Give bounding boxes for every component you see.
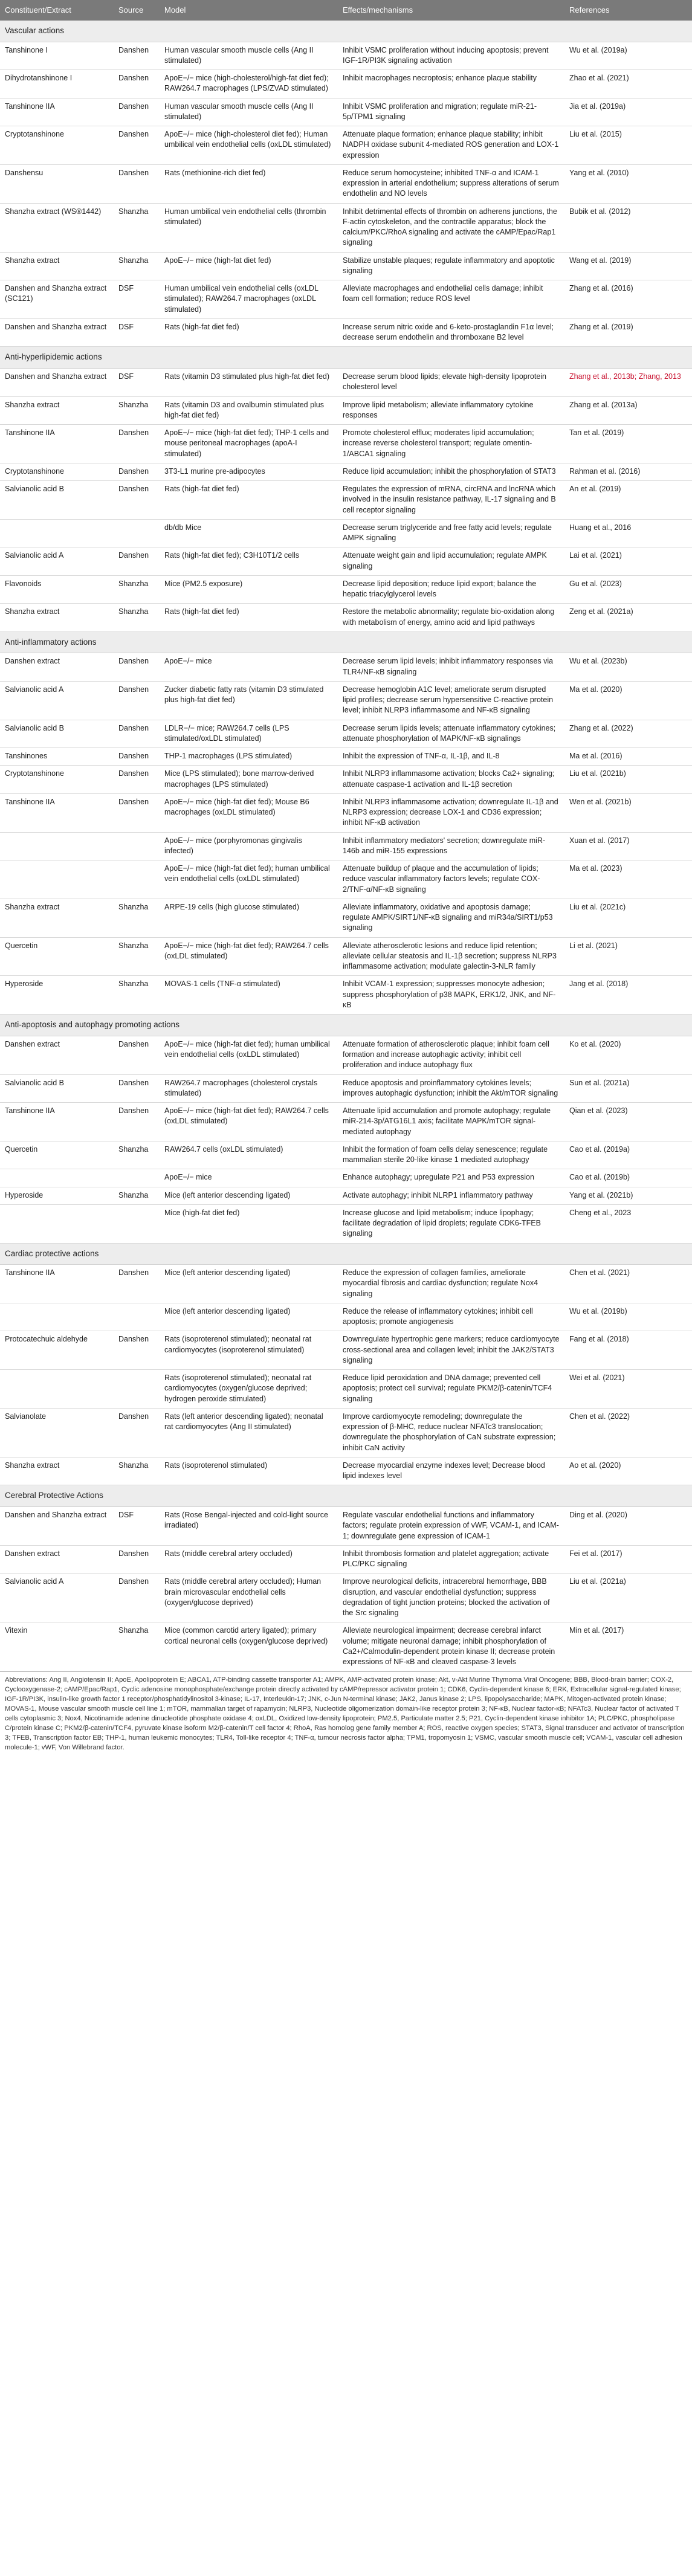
cell-constituent: Tanshinone I <box>0 42 114 70</box>
cell-source <box>114 1204 160 1243</box>
cell-effects: Attenuate buildup of plaque and the accumulation of lipids; reduce vascular inflammatory factors levels; regulate COX-2/TNF-α/NF-κB signaling <box>338 860 564 899</box>
cell-constituent: Shanzha extract <box>0 396 114 425</box>
section-title: Anti-apoptosis and autophagy promoting actions <box>0 1015 692 1036</box>
table-row <box>0 748 692 766</box>
cell-effects: Inhibit VSMC proliferation and migration; regulate miR-21-5p/TPM1 signaling <box>338 98 564 126</box>
cell-effects: Reduce lipid peroxidation and DNA damage; prevented cell apoptosis; protect cell survival; regulate PKM2/β-catenin/TCF4 signaling <box>338 1370 564 1409</box>
cell-effects: Improve lipid metabolism; alleviate inflammatory cytokine responses <box>338 396 564 425</box>
table-row <box>0 1507 692 1546</box>
cell-reference: Liu et al. (2015) <box>564 126 692 165</box>
header-model: Model <box>160 0 338 21</box>
cell-source <box>114 1370 160 1409</box>
cell-model: Rats (high-fat diet fed) <box>160 604 338 632</box>
cell-constituent: Danshensu <box>0 164 114 203</box>
table-row <box>0 1074 692 1103</box>
table-row <box>0 481 692 520</box>
cell-source: Danshen <box>114 1103 160 1141</box>
cell-effects: Inhibit the formation of foam cells delay senescence; regulate mammalian sterile 20-like kinase 1 mediated autophagy <box>338 1141 564 1169</box>
cell-source: Shanzha <box>114 203 160 252</box>
cell-source: DSF <box>114 318 160 347</box>
cell-source: Danshen <box>114 766 160 794</box>
cell-model: Rats (high-fat diet fed) <box>160 481 338 520</box>
cell-reference: Qian et al. (2023) <box>564 1103 692 1141</box>
cell-source: Shanzha <box>114 575 160 604</box>
cell-source: Danshen <box>114 1545 160 1574</box>
cell-model: Human vascular smooth muscle cells (Ang II stimulated) <box>160 98 338 126</box>
cell-model: Rats (middle cerebral artery occluded) <box>160 1545 338 1574</box>
cell-source: Danshen <box>114 1574 160 1622</box>
cell-source <box>114 519 160 547</box>
cell-model: ApoE−/− mice (high-fat diet fed); human umbilical vein endothelial cells (oxLDL stimulated) <box>160 1036 338 1074</box>
cell-reference: An et al. (2019) <box>564 481 692 520</box>
table-row <box>0 1545 692 1574</box>
cell-reference: Huang et al., 2016 <box>564 519 692 547</box>
cell-model: Rats (vitamin D3 and ovalbumin stimulated plus high-fat diet fed) <box>160 396 338 425</box>
cell-effects: Increase serum nitric oxide and 6-keto-prostaglandin F1α level; decrease serum endothelin and thromboxane B2 level <box>338 318 564 347</box>
table-row <box>0 681 692 720</box>
cell-source: Shanzha <box>114 1457 160 1485</box>
cell-model: ApoE−/− mice <box>160 1169 338 1187</box>
cell-constituent: Shanzha extract <box>0 252 114 280</box>
table-row <box>0 318 692 347</box>
cell-source: DSF <box>114 369 160 397</box>
table-row <box>0 547 692 576</box>
table-row <box>0 70 692 98</box>
cell-reference: Zhang et al. (2016) <box>564 280 692 319</box>
cell-constituent: Danshen extract <box>0 1036 114 1074</box>
cell-effects: Decrease serum triglyceride and free fatty acid levels; regulate AMPK signaling <box>338 519 564 547</box>
cell-constituent: Danshen extract <box>0 653 114 682</box>
table-row <box>0 976 692 1015</box>
cell-reference: Ma et al. (2023) <box>564 860 692 899</box>
cell-reference: Li et al. (2021) <box>564 937 692 976</box>
cell-source <box>114 1169 160 1187</box>
cell-source: Shanzha <box>114 1141 160 1169</box>
cell-model: Mice (left anterior descending ligated) <box>160 1265 338 1303</box>
table-row <box>0 126 692 165</box>
cell-reference: Ding et al. (2020) <box>564 1507 692 1546</box>
cell-constituent <box>0 519 114 547</box>
section-row <box>0 1015 692 1036</box>
section-title: Cerebral Protective Actions <box>0 1485 692 1507</box>
cell-model: ApoE−/− mice (high-fat diet fed); RAW264.7 cells (oxLDL stimulated) <box>160 1103 338 1141</box>
cell-constituent: Danshen and Shanzha extract <box>0 369 114 397</box>
cell-constituent: Shanzha extract <box>0 1457 114 1485</box>
section-title: Anti-hyperlipidemic actions <box>0 347 692 369</box>
cell-model: Rats (vitamin D3 stimulated plus high-fat diet fed) <box>160 369 338 397</box>
cell-constituent <box>0 1303 114 1331</box>
cell-effects: Decrease lipid deposition; reduce lipid export; balance the hepatic triacylglycerol levels <box>338 575 564 604</box>
cell-constituent: Dihydrotanshinone I <box>0 70 114 98</box>
table-row <box>0 1103 692 1141</box>
cell-effects: Alleviate neurological impairment; decrease cerebral infarct volume; mitigate neuronal damage; inhibit phosphorylation of Ca2+/Calmodulin-dependent protein kinase II; decrease protein expressions of NF-κB and cleaved caspase-3 levels <box>338 1622 564 1671</box>
table-row <box>0 832 692 860</box>
table-row <box>0 519 692 547</box>
cell-source: Danshen <box>114 653 160 682</box>
cell-reference: Fei et al. (2017) <box>564 1545 692 1574</box>
cell-reference: Xuan et al. (2017) <box>564 832 692 860</box>
table-row <box>0 1574 692 1622</box>
cell-source: Shanzha <box>114 604 160 632</box>
cell-source: Danshen <box>114 1265 160 1303</box>
cell-model: Mice (common carotid artery ligated); primary cortical neuronal cells (oxygen/glucose deprived) <box>160 1622 338 1671</box>
cell-source: Shanzha <box>114 899 160 937</box>
cell-effects: Reduce apoptosis and proinflammatory cytokines levels; improves autophagic dysfunction; inhibit the Akt/mTOR signaling <box>338 1074 564 1103</box>
cell-effects: Attenuate weight gain and lipid accumulation; regulate AMPK signaling <box>338 547 564 576</box>
cell-reference: Zhang et al. (2019) <box>564 318 692 347</box>
cell-constituent: Salvianolic acid B <box>0 720 114 748</box>
table-row <box>0 164 692 203</box>
cell-source <box>114 1303 160 1331</box>
cell-effects: Enhance autophagy; upregulate P21 and P53 expression <box>338 1169 564 1187</box>
cell-effects: Inhibit detrimental effects of thrombin on adherens junctions, the F-actin cytoskeleton, and the contractile apparatus; block the calcium/PKC/RhoA signaling and activate the cAMP/Epac/Rap1 signaling <box>338 203 564 252</box>
cell-constituent: Shanzha extract (WS®1442) <box>0 203 114 252</box>
cell-model: ApoE−/− mice (high-fat diet fed) <box>160 252 338 280</box>
section-title: Cardiac protective actions <box>0 1243 692 1265</box>
cell-model: ApoE−/− mice (high-fat diet fed); THP-1 cells and mouse peritoneal macrophages (apoA-I stimulated) <box>160 425 338 463</box>
cell-source: Danshen <box>114 126 160 165</box>
cell-reference: Zeng et al. (2021a) <box>564 604 692 632</box>
cell-model: Zucker diabetic fatty rats (vitamin D3 stimulated plus high-fat diet fed) <box>160 681 338 720</box>
cell-reference: Liu et al. (2021b) <box>564 766 692 794</box>
cell-model: ARPE-19 cells (high glucose stimulated) <box>160 899 338 937</box>
cell-source: Shanzha <box>114 1187 160 1204</box>
cell-constituent: Tanshinone IIA <box>0 1265 114 1303</box>
cell-effects: Regulates the expression of mRNA, circRNA and lncRNA which involved in the insulin resistance pathway, IL-17 signaling and B cell receptor signaling <box>338 481 564 520</box>
cell-reference: Yang et al. (2021b) <box>564 1187 692 1204</box>
cell-effects: Inhibit NLRP3 inflammasome activation; blocks Ca2+ signaling; attenuate caspase-1 activation and IL-1β secretion <box>338 766 564 794</box>
cell-constituent <box>0 860 114 899</box>
cell-constituent: Salvianolic acid B <box>0 1074 114 1103</box>
cell-constituent: Hyperoside <box>0 1187 114 1204</box>
cell-source: Danshen <box>114 681 160 720</box>
cell-model: ApoE−/− mice (high-fat diet fed); RAW264.7 cells (oxLDL stimulated) <box>160 937 338 976</box>
cell-effects: Reduce the expression of collagen families, ameliorate myocardial fibrosis and cardiac dysfunction; regulate Nox4 signaling <box>338 1265 564 1303</box>
cell-constituent: Protocatechuic aldehyde <box>0 1331 114 1370</box>
table-row <box>0 1370 692 1409</box>
cell-effects: Attenuate lipid accumulation and promote autophagy; regulate miR-214-3p/ATG16L1 axis; facilitate MAPK/mTOR signal-mediated autophagy <box>338 1103 564 1141</box>
cell-constituent: Salvianolate <box>0 1408 114 1457</box>
cell-effects: Inhibit NLRP3 inflammasome activation; downregulate IL-1β and NLRP3 expression; decrease LOX-1 and CD36 expression; inhibit NF-κB activation <box>338 793 564 832</box>
table-row <box>0 604 692 632</box>
cell-source: Shanzha <box>114 937 160 976</box>
cell-constituent: Salvianolic acid A <box>0 681 114 720</box>
cell-reference: Rahman et al. (2016) <box>564 463 692 480</box>
cell-model: Rats (Rose Bengal-injected and cold-light source irradiated) <box>160 1507 338 1546</box>
cell-reference: Wu et al. (2023b) <box>564 653 692 682</box>
cell-source: Danshen <box>114 70 160 98</box>
cell-source: Danshen <box>114 720 160 748</box>
cell-effects: Regulate vascular endothelial functions and inflammatory factors; regulate protein expression of vWF, VCAM-1, and ICAM-1; downregulate gene expression of ICAM-1 <box>338 1507 564 1546</box>
section-row <box>0 21 692 42</box>
table-row <box>0 575 692 604</box>
table-row <box>0 860 692 899</box>
table-row <box>0 98 692 126</box>
cell-model: MOVAS-1 cells (TNF-α stimulated) <box>160 976 338 1015</box>
cell-source: DSF <box>114 1507 160 1546</box>
table-row <box>0 899 692 937</box>
table-row <box>0 1331 692 1370</box>
table-row <box>0 1141 692 1169</box>
cell-model: Rats (left anterior descending ligated); neonatal rat cardiomyocytes (Ang II stimulated) <box>160 1408 338 1457</box>
cell-constituent: Quercetin <box>0 1141 114 1169</box>
section-title: Anti-inflammatory actions <box>0 631 692 653</box>
table-header-row <box>0 0 692 21</box>
cell-model: Rats (methionine-rich diet fed) <box>160 164 338 203</box>
cell-constituent: Tanshinone IIA <box>0 98 114 126</box>
table-body <box>0 21 692 1671</box>
cell-source: Danshen <box>114 748 160 766</box>
cell-model: ApoE−/− mice (high-fat diet fed); human umbilical vein endothelial cells (oxLDL stimulated) <box>160 860 338 899</box>
cell-reference: Jang et al. (2018) <box>564 976 692 1015</box>
table-row <box>0 463 692 480</box>
cell-effects: Stabilize unstable plaques; regulate inflammatory and apoptotic signaling <box>338 252 564 280</box>
cell-model: Mice (LPS stimulated); bone marrow-derived macrophages (LPS stimulated) <box>160 766 338 794</box>
cell-reference: Gu et al. (2023) <box>564 575 692 604</box>
cell-effects: Decrease hemoglobin A1C level; ameliorate serum disrupted lipid profiles; decrease serum hypersensitive C-reactive protein level; inhibit NLRP3 inflammasome and NF-κB signaling <box>338 681 564 720</box>
header-effects: Effects/mechanisms <box>338 0 564 21</box>
cell-model: 3T3-L1 murine pre-adipocytes <box>160 463 338 480</box>
cell-reference: Bubik et al. (2012) <box>564 203 692 252</box>
cell-effects: Reduce the release of inflammatory cytokines; inhibit cell apoptosis; promote angiogenesis <box>338 1303 564 1331</box>
cell-model: Rats (high-fat diet fed); C3H10T1/2 cells <box>160 547 338 576</box>
cell-effects: Alleviate inflammatory, oxidative and apoptosis damage; regulate AMPK/SIRT1/NF-κB signaling and miR34a/SIRT1/p53 signaling <box>338 899 564 937</box>
cell-constituent: Salvianolic acid B <box>0 481 114 520</box>
abbreviations-footnote: Abbreviations: Ang II, Angiotensin II; ApoE, Apolipoprotein E; ABCA1, ATP-binding cassette transporter A1; AMPK, AMP-activated protein kinase; Akt, v-Akt Murine Thymoma Viral Oncogene; BBB, Blood-brain barrier; COX-2, Cyclooxygenase-2; cAMP/Epac/Rap1, Cyclic adenosine monophosphate/exchange protein directly activated by cAMP/repressor activator protein 1; CDK6, Cyclin-dependent kinase 6; ERK, Extracellular signal-regulated kinase; IGF-1R/PI3K, insulin-like growth factor 1 receptor/phosphatidylinositol 3-kinase; IL-17, Interleukin-17; JNK, c-Jun N-terminal kinase; JAK2, Janus kinase 2; LPS, lipopolysaccharide; MAPK, Mitogen-activated protein kinase; MOVAS-1, Mouse vascular smooth muscle cell line 1; mTOR, mammalian target of rapamycin; NLRP3, Nucleotide oligomerization domain-like receptor protein 3; NF-κB, Nuclear factor-κB; NFATc3, Nuclear factor of activated T cells cytoplasmic 3; Nox4, Nicotinamide adenine dinucleotide phosphate oxidase 4; oxLDL, Oxidized low-density lipoprotein; PM2.5, Particulate matter 2.5; P21, Cyclin-dependent kinase inhibitor 1A; PLC/PKC, phospholipase C/protein kinase C; PKM2/β-catenin/TCF4, pyruvate kinase isoform M2/β-catenin/T cell factor 4; RhoA, Ras homolog gene family member A; ROS, reactive oxygen species; STAT3, Signal transducer and activator of transcription 3; TFEB, Transcription factor EB; THP-1, human leukemic monocytes; TLR4, Toll-like receptor 4; TNF-α, tumour necrosis factor alpha; TPM1, tropomyosin 1; VSMC, vascular smooth muscle cell; VCAM-1, vascular cell adhesion molecule-1; vWF, Von Willebrand factor. <box>0 1671 692 1756</box>
cell-source: Shanzha <box>114 976 160 1015</box>
cell-effects: Improve cardiomyocyte remodeling; downregulate the expression of β-MHC, reduce nuclear NFATc3 translocation; downregulate the phosphorylation of CaN substrate expression; inhibit CaN activity <box>338 1408 564 1457</box>
table-row <box>0 1036 692 1074</box>
cell-effects: Decrease serum lipid levels; inhibit inflammatory responses via TLR4/NF-κB signaling <box>338 653 564 682</box>
cell-reference: Liu et al. (2021c) <box>564 899 692 937</box>
table-row <box>0 369 692 397</box>
cell-constituent: Flavonoids <box>0 575 114 604</box>
cell-reference: Cheng et al., 2023 <box>564 1204 692 1243</box>
cell-model: LDLR−/− mice; RAW264.7 cells (LPS stimulated/oxLDL stimulated) <box>160 720 338 748</box>
cell-effects: Inhibit thrombosis formation and platelet aggregation; activate PLC/PKC signaling <box>338 1545 564 1574</box>
cell-effects: Activate autophagy; inhibit NLRP1 inflammatory pathway <box>338 1187 564 1204</box>
cell-constituent <box>0 1204 114 1243</box>
cell-source: Danshen <box>114 793 160 832</box>
cell-source: Danshen <box>114 547 160 576</box>
cell-effects: Alleviate atherosclerotic lesions and reduce lipid retention; alleviate cellular steatosis and IL-1β secretion; suppress NLRP3 inflammasome activation; modulate galectin-3-NLR family <box>338 937 564 976</box>
cell-model: Human umbilical vein endothelial cells (thrombin stimulated) <box>160 203 338 252</box>
cell-effects: Decrease serum lipids levels; attenuate inflammatory cytokines; attenuate phosphorylation of MAPK/NF-κB signalings <box>338 720 564 748</box>
cell-source <box>114 832 160 860</box>
cell-reference: Jia et al. (2019a) <box>564 98 692 126</box>
cell-reference: Wei et al. (2021) <box>564 1370 692 1409</box>
cell-source: Shanzha <box>114 396 160 425</box>
cell-reference: Min et al. (2017) <box>564 1622 692 1671</box>
cell-reference: Zhang et al. (2022) <box>564 720 692 748</box>
cell-reference: Wu et al. (2019a) <box>564 42 692 70</box>
cell-constituent: Quercetin <box>0 937 114 976</box>
cell-model: ApoE−/− mice (high-fat diet fed); Mouse B6 macrophages (oxLDL stimulated) <box>160 793 338 832</box>
table-row <box>0 1622 692 1671</box>
cell-effects: Increase glucose and lipid metabolism; induce lipophagy; facilitate degradation of lipid droplets; regulate CDK6-TFEB signaling <box>338 1204 564 1243</box>
cell-reference: Chen et al. (2022) <box>564 1408 692 1457</box>
table-row <box>0 653 692 682</box>
cell-constituent: Hyperoside <box>0 976 114 1015</box>
cell-constituent: Danshen and Shanzha extract <box>0 1507 114 1546</box>
cell-constituent: Cryptotanshinone <box>0 463 114 480</box>
cell-effects: Inhibit VSMC proliferation without inducing apoptosis; prevent IGF-1R/PI3K signaling activation <box>338 42 564 70</box>
cell-effects: Inhibit VCAM-1 expression; suppresses monocyte adhesion; suppress phosphorylation of p38 MAPK, ERK1/2, JNK, and NF-κB <box>338 976 564 1015</box>
cell-reference: Fang et al. (2018) <box>564 1331 692 1370</box>
cell-reference: Zhang et al. (2013a) <box>564 396 692 425</box>
cell-reference: Ao et al. (2020) <box>564 1457 692 1485</box>
table-row <box>0 1187 692 1204</box>
cell-constituent <box>0 832 114 860</box>
cell-reference: Wang et al. (2019) <box>564 252 692 280</box>
header-source: Source <box>114 0 160 21</box>
section-row <box>0 1243 692 1265</box>
cell-constituent <box>0 1169 114 1187</box>
table-row <box>0 1408 692 1457</box>
cell-constituent: Danshen and Shanzha extract <box>0 318 114 347</box>
table-row <box>0 766 692 794</box>
cell-constituent: Danshen and Shanzha extract (SC121) <box>0 280 114 319</box>
section-row <box>0 631 692 653</box>
cell-source: Danshen <box>114 463 160 480</box>
section-row <box>0 1485 692 1507</box>
cell-effects: Downregulate hypertrophic gene markers; reduce cardiomyocyte cross-sectional area and collagen level; inhibit the JAK2/STAT3 signaling <box>338 1331 564 1370</box>
cell-effects: Decrease serum blood lipids; elevate high-density lipoprotein cholesterol level <box>338 369 564 397</box>
cell-effects: Alleviate macrophages and endothelial cells damage; inhibit foam cell formation; reduce ROS level <box>338 280 564 319</box>
table-row <box>0 396 692 425</box>
cell-constituent: Tanshinones <box>0 748 114 766</box>
cell-effects: Improve neurological deficits, intracerebral hemorrhage, BBB disruption, and vascular endothelial dysfunction; suppress degradation of tight junction proteins; blocked the activation of the Src signaling <box>338 1574 564 1622</box>
cell-reference: Yang et al. (2010) <box>564 164 692 203</box>
cell-constituent: Tanshinone IIA <box>0 425 114 463</box>
table-row <box>0 1204 692 1243</box>
cell-source: Danshen <box>114 98 160 126</box>
cell-reference: Wen et al. (2021b) <box>564 793 692 832</box>
cell-reference: Liu et al. (2021a) <box>564 1574 692 1622</box>
cell-constituent: Tanshinone IIA <box>0 1103 114 1141</box>
table-row <box>0 42 692 70</box>
cell-model: ApoE−/− mice (porphyromonas gingivalis infected) <box>160 832 338 860</box>
cell-model: Mice (PM2.5 exposure) <box>160 575 338 604</box>
cell-reference: Ko et al. (2020) <box>564 1036 692 1074</box>
cell-source <box>114 860 160 899</box>
cell-source: DSF <box>114 280 160 319</box>
cell-constituent: Salvianolic acid A <box>0 547 114 576</box>
cell-model: THP-1 macrophages (LPS stimulated) <box>160 748 338 766</box>
cell-constituent: Danshen extract <box>0 1545 114 1574</box>
cell-effects: Inhibit macrophages necroptosis; enhance plaque stability <box>338 70 564 98</box>
table-row <box>0 1457 692 1485</box>
table-row <box>0 280 692 319</box>
cell-source: Danshen <box>114 164 160 203</box>
cell-reference: Sun et al. (2021a) <box>564 1074 692 1103</box>
cell-model: ApoE−/− mice (high-cholesterol diet fed); Human umbilical vein endothelial cells (oxLDL stimulated) <box>160 126 338 165</box>
cell-constituent: Cryptotanshinone <box>0 126 114 165</box>
table-row <box>0 937 692 976</box>
cell-source: Shanzha <box>114 252 160 280</box>
cell-reference: Zhang et al., 2013b; Zhang, 2013 <box>564 369 692 397</box>
cell-effects: Decrease myocardial enzyme indexes level; Decrease blood lipid indexes level <box>338 1457 564 1485</box>
cell-effects: Inhibit inflammatory mediators' secretion; downregulate miR-146b and miR-155 expressions <box>338 832 564 860</box>
header-constituent: Constituent/Extract <box>0 0 114 21</box>
cell-reference: Cao et al. (2019b) <box>564 1169 692 1187</box>
cell-model: ApoE−/− mice <box>160 653 338 682</box>
cell-source: Shanzha <box>114 1622 160 1671</box>
cell-constituent: Tanshinone IIA <box>0 793 114 832</box>
cell-source: Danshen <box>114 1408 160 1457</box>
cell-reference: Ma et al. (2016) <box>564 748 692 766</box>
cell-model: Mice (left anterior descending ligated) <box>160 1187 338 1204</box>
header-references: References <box>564 0 692 21</box>
cell-effects: Inhibit the expression of TNF-α, IL-1β, and IL-8 <box>338 748 564 766</box>
cell-effects: Promote cholesterol efflux; moderates lipid accumulation; increase reverse cholesterol transport; regulate omentin-1/ABCA1 signaling <box>338 425 564 463</box>
cell-reference: Chen et al. (2021) <box>564 1265 692 1303</box>
section-title: Vascular actions <box>0 21 692 42</box>
cell-constituent: Salvianolic acid A <box>0 1574 114 1622</box>
cell-constituent <box>0 1370 114 1409</box>
cell-model: Mice (high-fat diet fed) <box>160 1204 338 1243</box>
cell-effects: Attenuate plaque formation; enhance plaque stability; inhibit NADPH oxidase subunit 4-mediated ROS generation and LOX-1 expression <box>338 126 564 165</box>
cell-model: RAW264.7 cells (oxLDL stimulated) <box>160 1141 338 1169</box>
table-row <box>0 252 692 280</box>
cell-source: Danshen <box>114 481 160 520</box>
cell-model: Rats (middle cerebral artery occluded); Human brain microvascular endothelial cells (oxygen/glucose deprived) <box>160 1574 338 1622</box>
cell-reference: Lai et al. (2021) <box>564 547 692 576</box>
cell-source: Danshen <box>114 1074 160 1103</box>
cell-effects: Reduce serum homocysteine; inhibited TNF-α and ICAM-1 expression in arterial endothelium; suppress alterations of serum endothelin and NO levels <box>338 164 564 203</box>
cell-model: Human umbilical vein endothelial cells (oxLDL stimulated); RAW264.7 macrophages (oxLDL stimulated) <box>160 280 338 319</box>
cell-model: Rats (isoproterenol stimulated); neonatal rat cardiomyocytes (oxygen/glucose deprived; hydrogen peroxide stimulated) <box>160 1370 338 1409</box>
cell-model: ApoE−/− mice (high-cholesterol/high-fat diet fed); RAW264.7 macrophages (LPS/ZVAD stimulated) <box>160 70 338 98</box>
table-row <box>0 203 692 252</box>
cell-model: Rats (high-fat diet fed) <box>160 318 338 347</box>
cell-constituent: Shanzha extract <box>0 604 114 632</box>
table-row <box>0 1303 692 1331</box>
table-row <box>0 720 692 748</box>
section-row <box>0 347 692 369</box>
cell-constituent: Cryptotanshinone <box>0 766 114 794</box>
cell-model: Mice (left anterior descending ligated) <box>160 1303 338 1331</box>
cell-reference: Tan et al. (2019) <box>564 425 692 463</box>
cell-reference: Wu et al. (2019b) <box>564 1303 692 1331</box>
cell-effects: Attenuate formation of atherosclerotic plaque; inhibit foam cell formation and increase autophagic activity; inhibit cell proliferation and induce autophagy flux <box>338 1036 564 1074</box>
cell-effects: Restore the metabolic abnormality; regulate bio-oxidation along with metabolism of energy, amino acid and lipid pathways <box>338 604 564 632</box>
cell-constituent: Vitexin <box>0 1622 114 1671</box>
cell-source: Danshen <box>114 1036 160 1074</box>
cell-model: db/db Mice <box>160 519 338 547</box>
cell-reference: Cao et al. (2019a) <box>564 1141 692 1169</box>
cell-reference: Zhao et al. (2021) <box>564 70 692 98</box>
cell-source: Danshen <box>114 1331 160 1370</box>
cell-model: Human vascular smooth muscle cells (Ang II stimulated) <box>160 42 338 70</box>
cell-constituent: Shanzha extract <box>0 899 114 937</box>
cell-model: Rats (isoproterenol stimulated); neonatal rat cardiomyocytes (isoproterenol stimulated) <box>160 1331 338 1370</box>
cell-source: Danshen <box>114 42 160 70</box>
table-row <box>0 1169 692 1187</box>
table-row <box>0 793 692 832</box>
cell-model: RAW264.7 macrophages (cholesterol crystals stimulated) <box>160 1074 338 1103</box>
cell-source: Danshen <box>114 425 160 463</box>
cell-effects: Reduce lipid accumulation; inhibit the phosphorylation of STAT3 <box>338 463 564 480</box>
cell-reference: Ma et al. (2020) <box>564 681 692 720</box>
cell-model: Rats (isoproterenol stimulated) <box>160 1457 338 1485</box>
table-row <box>0 1265 692 1303</box>
table-row <box>0 425 692 463</box>
